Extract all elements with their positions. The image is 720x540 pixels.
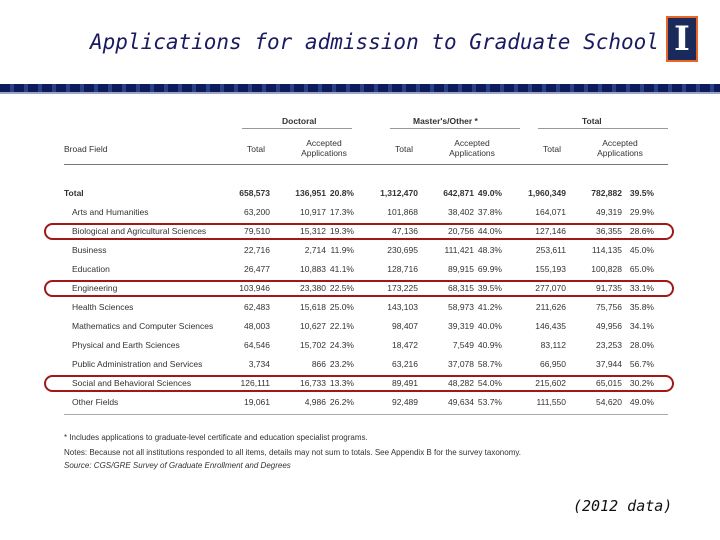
group-rule-masters (390, 128, 520, 129)
row-value-m-total: 1,312,470 (380, 188, 418, 198)
row-value-t-pct: 29.9% (629, 207, 654, 217)
row-value-d-total: 103,946 (239, 283, 270, 293)
row-value-t-acc: 114,135 (591, 245, 622, 255)
row-value-m-total: 92,489 (392, 397, 418, 407)
col-header-doctoral-accepted: Accepted Applications (301, 138, 347, 158)
row-value-d-pct: 26.2% (329, 397, 354, 407)
university-logo: I (666, 16, 698, 62)
row-value-t-acc: 49,319 (596, 207, 622, 217)
row-value-m-pct: 48.3% (477, 245, 502, 255)
row-value-t-acc: 23,253 (596, 340, 622, 350)
col-header-masters-total: Total (395, 144, 413, 154)
row-value-t-pct: 34.1% (629, 321, 654, 331)
row-field-label: Health Sciences (72, 302, 134, 312)
row-value-m-acc: 37,078 (448, 359, 474, 369)
table-row (64, 244, 668, 256)
row-value-m-acc: 20,756 (448, 226, 474, 236)
row-value-d-acc: 15,312 (300, 226, 326, 236)
row-value-t-total: 211,626 (535, 302, 566, 312)
row-value-m-acc: 68,315 (448, 283, 474, 293)
row-value-m-total: 89,491 (392, 378, 418, 388)
note-asterisk: * Includes applications to graduate-level certificate and education specialist programs. (64, 433, 368, 442)
row-value-t-acc: 91,735 (596, 283, 622, 293)
row-value-t-acc: 49,956 (596, 321, 622, 331)
header-band (0, 84, 720, 92)
row-value-t-acc: 37,944 (596, 359, 622, 369)
group-header-doctoral: Doctoral (282, 116, 317, 126)
row-field-label: Social and Behavioral Sciences (72, 378, 192, 388)
row-value-t-acc: 75,756 (596, 302, 622, 312)
row-value-t-acc: 65,015 (596, 378, 622, 388)
row-value-d-pct: 17.3% (329, 207, 354, 217)
row-value-d-total: 26,477 (244, 264, 270, 274)
table-row (64, 320, 668, 332)
row-value-m-pct: 69.9% (477, 264, 502, 274)
row-value-d-total: 658,573 (239, 188, 270, 198)
row-value-m-total: 47,136 (392, 226, 418, 236)
table-row (64, 206, 668, 218)
table-row (64, 339, 668, 351)
table-row (64, 358, 668, 370)
row-value-t-total: 146,435 (535, 321, 566, 331)
row-value-d-acc: 23,380 (300, 283, 326, 293)
row-value-d-total: 64,546 (244, 340, 270, 350)
row-value-m-total: 101,868 (387, 207, 418, 217)
row-value-t-pct: 35.8% (629, 302, 654, 312)
row-value-d-pct: 19.3% (329, 226, 354, 236)
row-value-t-total: 215,602 (535, 378, 566, 388)
row-value-t-acc: 36,355 (596, 226, 622, 236)
row-value-m-pct: 53.7% (477, 397, 502, 407)
row-value-m-acc: 7,549 (452, 340, 474, 350)
row-value-d-pct: 23.2% (329, 359, 354, 369)
row-value-t-total: 164,071 (535, 207, 566, 217)
row-value-t-pct: 30.2% (629, 378, 654, 388)
row-value-m-total: 128,716 (387, 264, 418, 274)
row-value-d-total: 63,200 (244, 207, 270, 217)
row-value-m-pct: 37.8% (477, 207, 502, 217)
group-rule-doctoral (242, 128, 352, 129)
row-value-d-pct: 22.1% (329, 321, 354, 331)
row-value-t-total: 127,146 (535, 226, 566, 236)
row-value-m-pct: 41.2% (477, 302, 502, 312)
row-value-t-pct: 28.6% (629, 226, 654, 236)
row-value-t-total: 277,070 (535, 283, 566, 293)
row-value-m-total: 98,407 (392, 321, 418, 331)
row-value-d-total: 3,734 (248, 359, 270, 369)
row-value-t-pct: 39.5% (629, 188, 654, 198)
table-row (64, 396, 668, 408)
row-value-t-pct: 33.1% (629, 283, 654, 293)
row-field-label: Engineering (72, 283, 118, 293)
note-general: Notes: Because not all institutions responded to all items, details may not sum to totals. See Appendix B for the survey taxonomy. (64, 448, 521, 457)
row-value-t-total: 253,611 (535, 245, 566, 255)
row-value-t-total: 66,950 (540, 359, 566, 369)
slide-title: Applications for admission to Graduate School (90, 30, 659, 54)
group-header-masters: Master's/Other * (413, 116, 478, 126)
col-header-broad-field: Broad Field (64, 144, 108, 154)
row-value-m-total: 63,216 (392, 359, 418, 369)
note-source: Source: CGS/GRE Survey of Graduate Enrollment and Degrees (64, 461, 291, 470)
row-value-m-total: 230,695 (387, 245, 418, 255)
row-value-d-acc: 866 (311, 359, 326, 369)
row-value-d-acc: 10,883 (300, 264, 326, 274)
row-value-d-total: 79,510 (244, 226, 270, 236)
row-value-m-pct: 54.0% (477, 378, 502, 388)
row-value-m-acc: 58,973 (448, 302, 474, 312)
header-band-underline (0, 92, 720, 94)
row-value-t-acc: 100,828 (591, 264, 622, 274)
row-value-t-pct: 56.7% (629, 359, 654, 369)
row-value-t-pct: 49.0% (629, 397, 654, 407)
row-value-d-acc: 2,714 (304, 245, 326, 255)
row-value-d-acc: 16,733 (300, 378, 326, 388)
row-value-t-total: 111,550 (536, 397, 566, 407)
data-year-note: (2012 data) (573, 497, 673, 515)
col-header-doctoral-total: Total (247, 144, 265, 154)
row-value-d-total: 48,003 (244, 321, 270, 331)
row-value-d-acc: 10,627 (300, 321, 326, 331)
row-value-t-acc: 782,882 (591, 188, 622, 198)
row-field-label: Arts and Humanities (72, 207, 149, 217)
row-value-d-total: 62,483 (244, 302, 270, 312)
row-field-label: Total (64, 188, 84, 198)
row-value-d-acc: 15,618 (300, 302, 326, 312)
row-value-d-pct: 20.8% (329, 188, 354, 198)
row-value-d-pct: 22.5% (329, 283, 354, 293)
row-value-t-pct: 65.0% (629, 264, 654, 274)
row-value-m-pct: 58.7% (477, 359, 502, 369)
row-value-d-acc: 4,986 (304, 397, 326, 407)
row-value-m-total: 173,225 (387, 283, 418, 293)
row-value-m-pct: 49.0% (477, 188, 502, 198)
row-value-m-pct: 44.0% (477, 226, 502, 236)
group-rule-total (538, 128, 668, 129)
row-value-m-total: 143,103 (387, 302, 418, 312)
row-value-d-total: 126,111 (240, 378, 270, 388)
row-value-d-pct: 41.1% (329, 264, 354, 274)
col-header-total-accepted: Accepted Applications (597, 138, 643, 158)
row-value-d-acc: 136,951 (295, 188, 326, 198)
row-field-label: Business (72, 245, 107, 255)
col-header-total-total: Total (543, 144, 561, 154)
table-bottom-rule (64, 414, 668, 415)
col-header-masters-accepted: Accepted Applications (449, 138, 495, 158)
highlight-oval-social (44, 375, 674, 392)
row-value-m-pct: 40.0% (477, 321, 502, 331)
highlight-oval-biological (44, 223, 674, 240)
row-value-m-acc: 111,421 (444, 245, 474, 255)
row-field-label: Public Administration and Services (72, 359, 203, 369)
group-header-total: Total (582, 116, 602, 126)
row-value-d-acc: 10,917 (300, 207, 326, 217)
table-row (64, 301, 668, 313)
row-value-d-pct: 11.9% (330, 245, 354, 255)
row-value-m-acc: 89,915 (448, 264, 474, 274)
highlight-oval-engineering (44, 280, 674, 297)
row-value-d-pct: 25.0% (329, 302, 354, 312)
row-field-label: Other Fields (72, 397, 119, 407)
row-value-t-total: 155,193 (535, 264, 566, 274)
row-value-t-total: 83,112 (540, 340, 566, 350)
row-value-m-acc: 38,402 (448, 207, 474, 217)
row-value-d-acc: 15,702 (300, 340, 326, 350)
row-field-label: Mathematics and Computer Sciences (72, 321, 214, 331)
row-value-d-pct: 13.3% (329, 378, 354, 388)
row-value-t-pct: 45.0% (629, 245, 654, 255)
row-value-t-acc: 54,620 (596, 397, 622, 407)
row-value-m-acc: 49,634 (448, 397, 474, 407)
table-row (64, 187, 668, 199)
row-field-label: Biological and Agricultural Sciences (72, 226, 207, 236)
row-value-t-total: 1,960,349 (528, 188, 566, 198)
row-value-m-acc: 642,871 (443, 188, 474, 198)
row-value-d-total: 22,716 (244, 245, 270, 255)
row-value-m-total: 18,472 (392, 340, 418, 350)
row-value-m-acc: 48,282 (448, 378, 474, 388)
row-field-label: Education (72, 264, 110, 274)
row-value-m-pct: 40.9% (477, 340, 502, 350)
row-value-d-total: 19,061 (244, 397, 270, 407)
row-value-t-pct: 28.0% (629, 340, 654, 350)
header-rule (64, 164, 668, 165)
table-row (64, 263, 668, 275)
row-value-m-pct: 39.5% (477, 283, 502, 293)
row-field-label: Physical and Earth Sciences (72, 340, 180, 350)
row-value-d-pct: 24.3% (329, 340, 354, 350)
row-value-m-acc: 39,319 (448, 321, 474, 331)
